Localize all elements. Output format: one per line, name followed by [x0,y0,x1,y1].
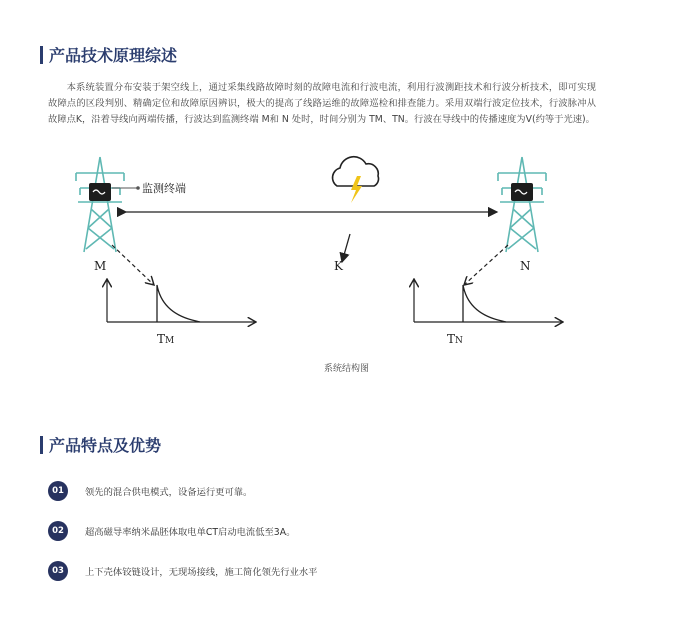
feature-text: 领先的混合供电模式，设备运行更可靠。 [85,487,253,498]
feature-number-badge: 03 [48,561,68,581]
power-tower-icon [76,157,124,252]
monitor-terminal-icon [89,183,111,201]
diagram-caption: 系统结构图 [323,364,369,374]
right-wave-dashed-arrow [464,245,508,285]
terminal-label: 监测终端 [142,182,186,195]
terminal-pointer-dot [136,186,140,190]
monitor-terminal-icon [511,183,533,201]
section-title-text: 产品技术原理综述 [49,46,178,65]
intro-paragraph: 本系统装置分布安装于架空线上，通过采集线路故障时刻的故障电流和行波电流，利用行波测距技术和行波分析技术，即可实现故障点的区段判别、精确定位和故障原因辨识，极大的提高了线路运维的故障巡检和排查能力。采用双端行波定位技术，行波脉冲从故障点K，沿着导线向两端传播，行波达到监测终端 M和 N 处时，时间分别为 TM、TN。行波在导线中的传播速度为V(约等于光速)。 [48,82,596,125]
feature-item [48,561,317,581]
left-wave-dashed-arrow [112,245,154,285]
section-title-features [40,433,161,456]
right-time-label: TN [447,332,463,346]
feature-item [48,521,295,541]
fault-pointer-arrow [342,234,350,262]
feature-number-badge: 01 [48,481,68,501]
power-tower-icon [498,157,546,252]
title-accent-bar [40,436,43,454]
fault-label: K [334,259,343,273]
section-title-text: 产品特点及优势 [49,436,162,455]
right-waveform-plot [414,279,563,322]
left-waveform-plot [107,279,256,322]
feature-number-badge: 02 [48,521,68,541]
feature-text: 超高磁导率纳米晶胚体取电单CT启动电流低至3A。 [85,527,296,538]
right-tower-label: N [520,259,531,273]
left-time-label: TM [157,332,175,346]
feature-item [48,481,252,501]
feature-text: 上下壳体铰链设计，无现场接线，施工简化领先行业水平 [85,567,318,578]
left-tower-label: M [94,259,107,273]
